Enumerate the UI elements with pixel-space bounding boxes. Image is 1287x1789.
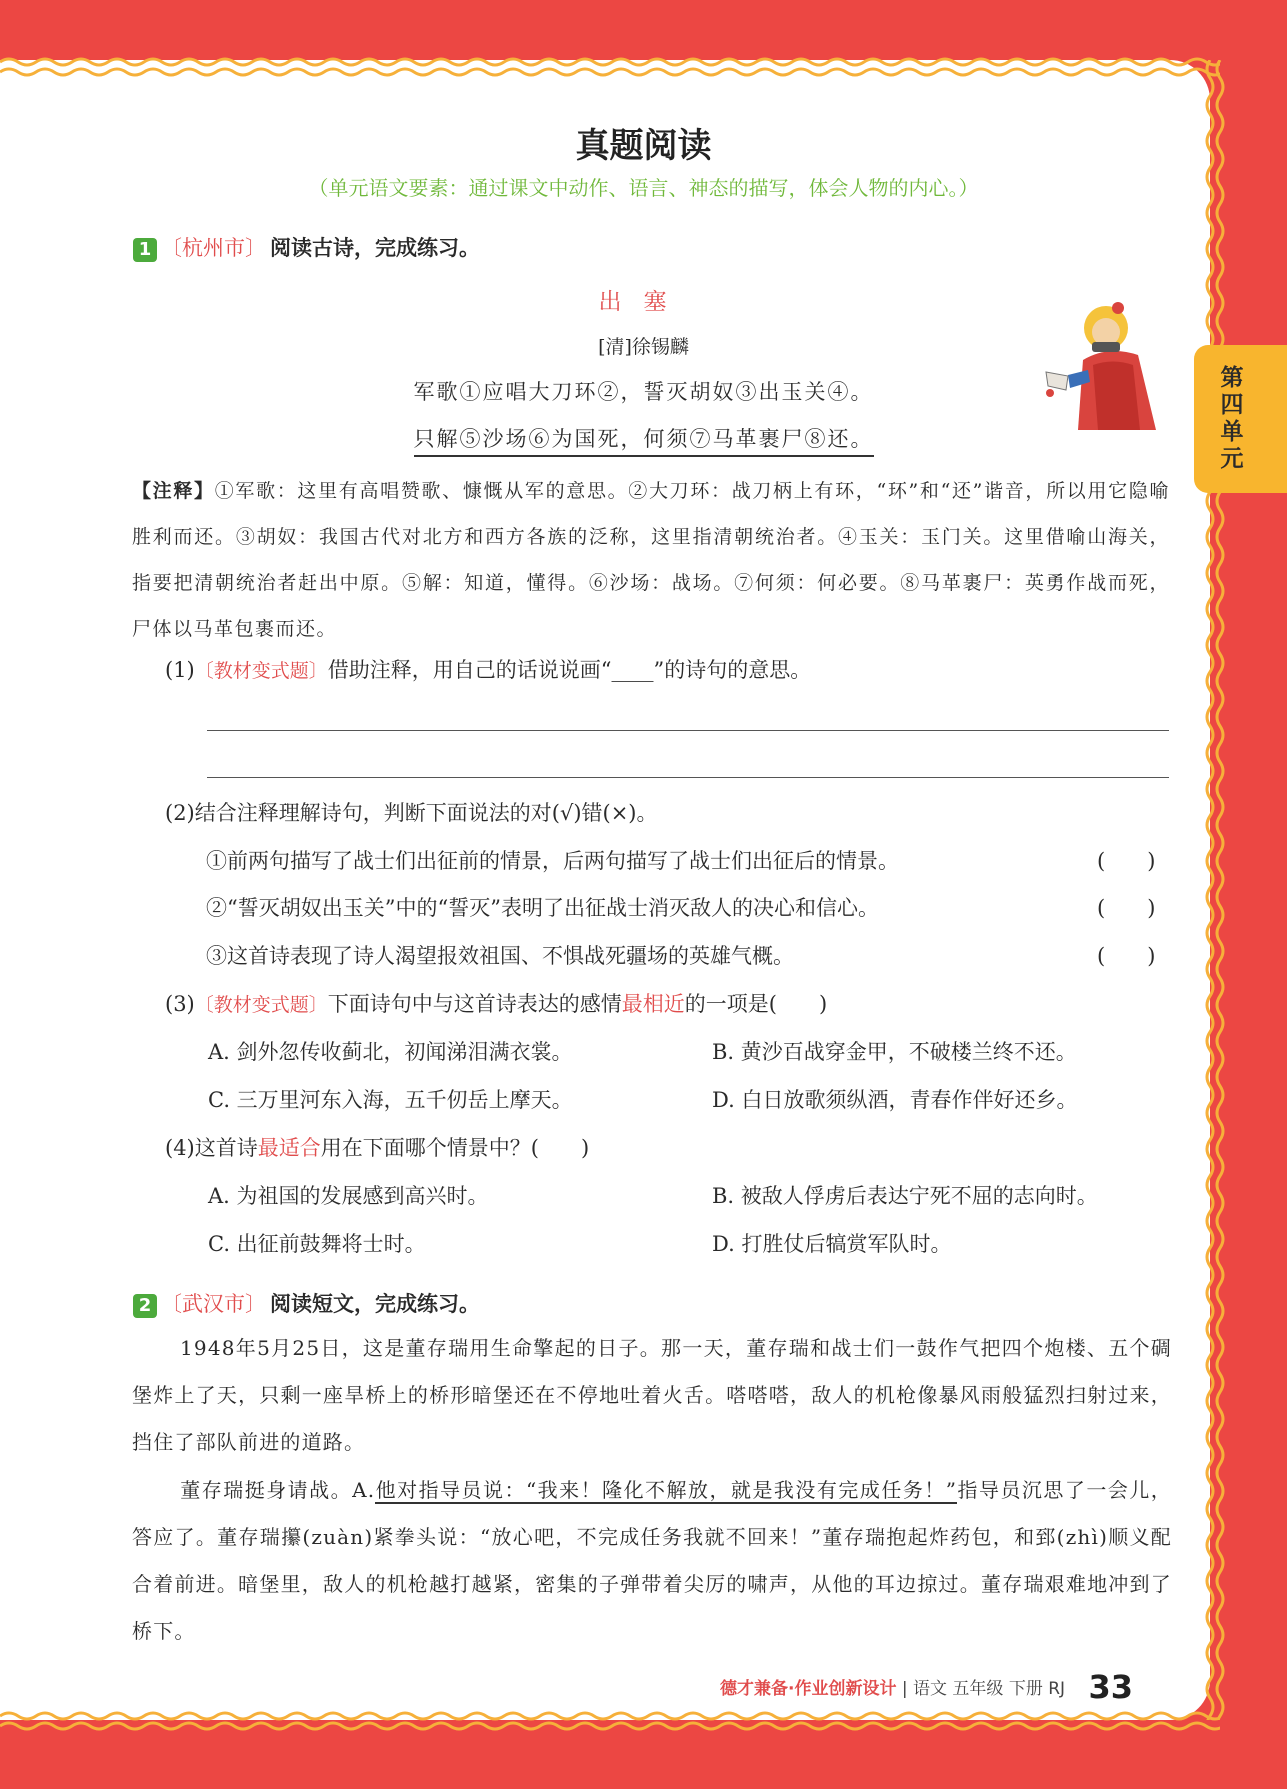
judgement-item-1: ①前两句描写了战士们出征前的情景，后两句描写了战士们出征后的情景。 [206,849,899,873]
option-3d[interactable]: D. 白日放歌须纵酒，青春作伴好还乡。 [712,1088,1078,1112]
subquestion-4-text-end: 用在下面哪个情景中？( ) [320,1136,590,1160]
answer-line-2[interactable] [207,777,1169,778]
option-3a[interactable]: A. 剑外忽传收蓟北，初闻涕泪满衣裳。 [208,1040,573,1064]
answer-line-1[interactable] [207,730,1169,731]
page-footer [720,1668,1133,1706]
question-number-badge: 2 [133,1294,157,1318]
subquestion-3-text-end: 的一项是( ) [684,992,828,1016]
page-number: 33 [1088,1668,1133,1706]
question-instruction: 阅读古诗，完成练习。 [270,236,480,260]
option-3c[interactable]: C. 三万里河东入海，五千仞岳上摩天。 [208,1088,573,1112]
poem-author: [清]徐锡麟 [598,336,689,358]
wave-border-top [0,52,1220,82]
paragraph-2-rest: 指导员沉思了一会儿，答应了。董存瑞攥(zuàn)紧拳头说：“放心吧，不完成任务我就不回来！”董存瑞抱起炸药包，和郅(zhì)顺义配合着前进。暗堡里，敌人的机枪越打越紧，密集的子弹带着尖厉的啸声，从他的耳边掠过。董存瑞艰难地冲到了桥下。 [132,1478,1172,1643]
option-4b[interactable]: B. 被敌人俘虏后表达宁死不屈的志向时。 [712,1184,1098,1208]
passage-paragraph-2 [132,1467,1172,1655]
judgement-answer-box-2[interactable]: ( ) [1097,896,1156,920]
footer-separator: | [901,1679,908,1699]
subquestion-2: (2)结合注释理解诗句，判断下面说法的对(√)错(×)。 [165,801,658,825]
paragraph-1-text: 1948年5月25日，这是董存瑞用生命擎起的日子。那一天，董存瑞和战士们一鼓作气把四个炮楼、五个碉堡炸上了天，只剩一座旱桥上的桥形暗堡还在不停地吐着火舌。嗒嗒嗒，敌人的机枪像暴风雨般猛烈扫射过来，挡住了部队前进的道路。 [132,1336,1172,1454]
subquestion-1-tag: 〔教材变式题〕 [194,660,328,682]
option-4c[interactable]: C. 出征前鼓舞将士时。 [208,1232,426,1256]
judgement-item-2: ②“誓灭胡奴出玉关”中的“誓灭”表明了出征战士消灭敌人的决心和信心。 [206,896,879,920]
footer-brand: 德才兼备·作业创新设计 [720,1679,897,1699]
source-tag: 〔杭州市〕 [161,236,266,260]
subquestion-4 [165,1132,589,1162]
subquestion-3 [165,988,827,1018]
passage-paragraph-1 [132,1325,1172,1466]
underlined-sentence-a: 他对指导员说：“我来！隆化不解放，就是我没有完成任务！” [375,1478,958,1502]
subquestion-4-highlight: 最适合 [257,1136,321,1160]
judgement-answer-box-3[interactable]: ( ) [1097,944,1156,968]
poem-line-1: 军歌①应唱大刀环②，誓灭胡奴③出玉关④。 [413,380,874,404]
option-4a[interactable]: A. 为祖国的发展感到高兴时。 [208,1184,489,1208]
subquestion-1-number: (1) [165,658,195,682]
subquestion-1 [165,654,811,684]
ancient-general-illustration [1038,290,1173,435]
subquestion-4-text: (4)这首诗 [165,1136,258,1160]
source-tag: 〔武汉市〕 [161,1292,266,1316]
subquestion-3-highlight: 最相近 [621,992,685,1016]
question-instruction: 阅读短文，完成练习。 [270,1292,480,1316]
unit-tab-label: 第四单元 [1220,365,1244,472]
subquestion-3-tag: 〔教材变式题〕 [194,994,328,1016]
wave-border-bottom [0,1706,1220,1736]
option-4d[interactable]: D. 打胜仗后犒赏军队时。 [712,1232,952,1256]
question-2-heading [133,1288,480,1318]
notes-label: 【注释】 [132,480,215,502]
question-1-heading [133,232,480,262]
subquestion-1-text: 借助注释，用自己的话说说画“____”的诗句的意思。 [327,658,812,682]
poem-line-2-text: 只解⑤沙场⑥为国死，何须⑦马革裹尸⑧还。 [414,427,874,457]
subquestion-3-text: 下面诗句中与这首诗表达的感情 [327,992,622,1016]
question-number-badge: 1 [133,238,157,262]
poem-title: 出塞 [598,289,689,315]
paragraph-2-start: 董存瑞挺身请战。A. [180,1478,376,1502]
poem-notes [132,468,1170,652]
footer-book-info: 语文 五年级 下册 RJ [913,1679,1066,1699]
unit-element-subtitle: （单元语文要素：通过课文中动作、语言、神态的描写，体会人物的内心。） [308,176,979,200]
judgement-item-3: ③这首诗表现了诗人渴望报效祖国、不惧战死疆场的英雄气概。 [206,944,794,968]
option-3b[interactable]: B. 黄沙百战穿金甲，不破楼兰终不还。 [712,1040,1077,1064]
notes-text: ①军歌：这里有高唱赞歌、慷慨从军的意思。②大刀环：战刀柄上有环，“环”和“还”谐音，所以用它隐喻胜利而还。③胡奴：我国古代对北方和西方各族的泛称，这里指清朝统治者。④玉关：玉门关。这里借喻山海关，指要把清朝统治者赶出中原。⑤解：知道，懂得。⑥沙场：战场。⑦何须：何必要。⑧马革裹尸：英勇作战而死，尸体以马革包裹而还。 [132,480,1170,640]
page-title: 真题阅读 [575,126,712,166]
subquestion-3-number: (3) [165,992,195,1016]
judgement-answer-box-1[interactable]: ( ) [1097,849,1156,873]
unit-side-tab [1194,345,1287,493]
